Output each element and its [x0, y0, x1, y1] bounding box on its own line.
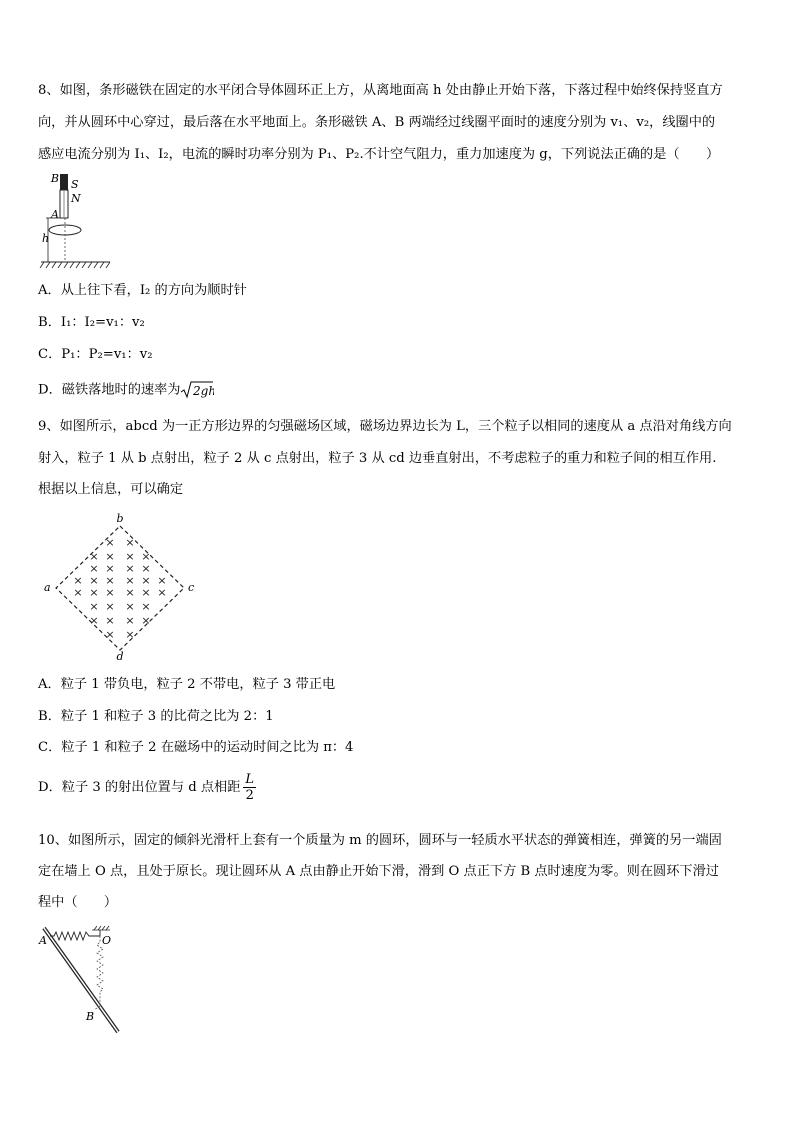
field-cross: × — [105, 550, 115, 563]
q9-option-d — [38, 772, 256, 803]
q10-stem-line2: 定在墙上 O 点，且处于原长。现让圆环从 A 点由静止开始下滑，滑到 O 点正下方 B 点时速度为零。则在圆环下滑过 — [38, 864, 719, 879]
field-cross: × — [157, 574, 167, 587]
q9-fraction-numerator: L — [245, 772, 255, 787]
q9-option-d-text: D．粒子 3 的射出位置与 d 点相距 — [38, 780, 241, 795]
field-cross: × — [89, 562, 99, 575]
q9-option-a: A．粒子 1 带负电，粒子 2 不带电，粒子 3 带正电 — [38, 677, 336, 692]
q9-label-a: a — [44, 581, 51, 594]
field-cross: × — [157, 586, 167, 599]
field-cross: × — [125, 628, 135, 641]
field-cross: × — [105, 600, 115, 613]
q8-label-h: h — [42, 232, 50, 245]
q9-option-c: C．粒子 1 和粒子 2 在磁场中的运动时间之比为 π：4 — [38, 740, 354, 755]
q8-label-s: S — [71, 178, 79, 191]
field-cross: × — [89, 586, 99, 599]
q10-incline-rod-figure — [38, 922, 128, 1037]
field-cross: × — [141, 614, 151, 627]
q8-stem-line2: 向，并从圆环中心穿过，最后落在水平地面上。条形磁铁 A、B 两端经过线圈平面时的速度分别为 v₁、v₂，线圈中的 — [38, 115, 716, 130]
field-cross: × — [105, 628, 115, 641]
field-cross: × — [125, 600, 135, 613]
field-cross: × — [105, 536, 115, 549]
field-cross: × — [89, 614, 99, 627]
q10-label-a: A — [39, 934, 47, 947]
q9-stem-line1: 9、如图所示，abcd 为一正方形边界的匀强磁场区域，磁场边界边长为 L，三个粒子以相同的速度从 a 点沿对角线方向 — [38, 419, 732, 434]
field-cross: × — [105, 574, 115, 587]
q9-square-field-figure — [38, 512, 198, 662]
field-cross: × — [125, 536, 135, 549]
field-cross: × — [141, 586, 151, 599]
q9-stem-line3: 根据以上信息，可以确定 — [38, 482, 184, 497]
field-cross: × — [105, 586, 115, 599]
field-cross: × — [89, 600, 99, 613]
q9-label-d: d — [116, 650, 124, 662]
q8-label-a: A — [51, 208, 59, 221]
field-cross: × — [89, 574, 99, 587]
field-cross: × — [125, 562, 135, 575]
q10-stem-line1: 10、如图所示，固定的倾斜光滑杆上套有一个质量为 m 的圆环，圆环与一轻质水平状态的弹簧相连，弹簧的另一端固 — [38, 833, 722, 848]
q9-option-d-fraction — [243, 772, 256, 803]
field-cross: × — [141, 562, 151, 575]
q8-stem-line3: 感应电流分别为 I₁、I₂，电流的瞬时功率分别为 P₁、P₂.不计空气阻力，重力加速度为 g，下列说法正确的是（ ） — [38, 147, 720, 162]
q9-field-crosses — [73, 536, 166, 641]
q8-option-d — [38, 380, 214, 400]
field-cross: × — [141, 574, 151, 587]
field-cross: × — [73, 586, 83, 599]
q10-stem-line3: 程中（ ） — [38, 895, 118, 910]
q10-label-o: O — [102, 934, 112, 947]
q8-option-d-text: D．磁铁落地时的速率为 — [38, 382, 181, 398]
field-cross: × — [125, 550, 135, 563]
q8-magnet-figure — [38, 172, 118, 270]
q9-stem-line2: 射入，粒子 1 从 b 点射出，粒子 2 从 c 点射出，粒子 3 从 cd 边垂直射出，不考虑粒子的重力和粒子间的相互作用. — [38, 451, 717, 466]
field-cross: × — [89, 550, 99, 563]
q8-label-n: N — [71, 192, 81, 205]
q9-fraction-denominator: 2 — [245, 788, 254, 803]
field-cross: × — [141, 600, 151, 613]
q8-option-d-sqrt — [180, 380, 214, 400]
field-cross: × — [125, 574, 135, 587]
field-cross: × — [105, 562, 115, 575]
field-cross: × — [125, 614, 135, 627]
field-cross: × — [73, 574, 83, 587]
field-cross: × — [141, 550, 151, 563]
q10-label-b: B — [86, 1010, 95, 1023]
q9-option-b: B．粒子 1 和粒子 3 的比荷之比为 2：1 — [38, 709, 274, 724]
q8-option-c: C．P₁：P₂=v₁：v₂ — [38, 347, 153, 362]
q8-label-b: B — [50, 172, 59, 185]
field-cross: × — [125, 586, 135, 599]
q8-option-d-radicand: 2gh — [193, 384, 215, 398]
q8-option-a: A．从上往下看，I₂ 的方向为顺时针 — [38, 283, 247, 298]
field-cross: × — [105, 614, 115, 627]
q9-label-b: b — [116, 512, 124, 525]
q8-option-b: B．I₁：I₂=v₁：v₂ — [38, 315, 145, 330]
q8-stem-line1: 8、如图，条形磁铁在固定的水平闭合导体圆环正上方，从离地面高 h 处由静止开始下落，下落过程中始终保持竖直方 — [38, 83, 723, 98]
q9-label-c: c — [188, 581, 195, 594]
